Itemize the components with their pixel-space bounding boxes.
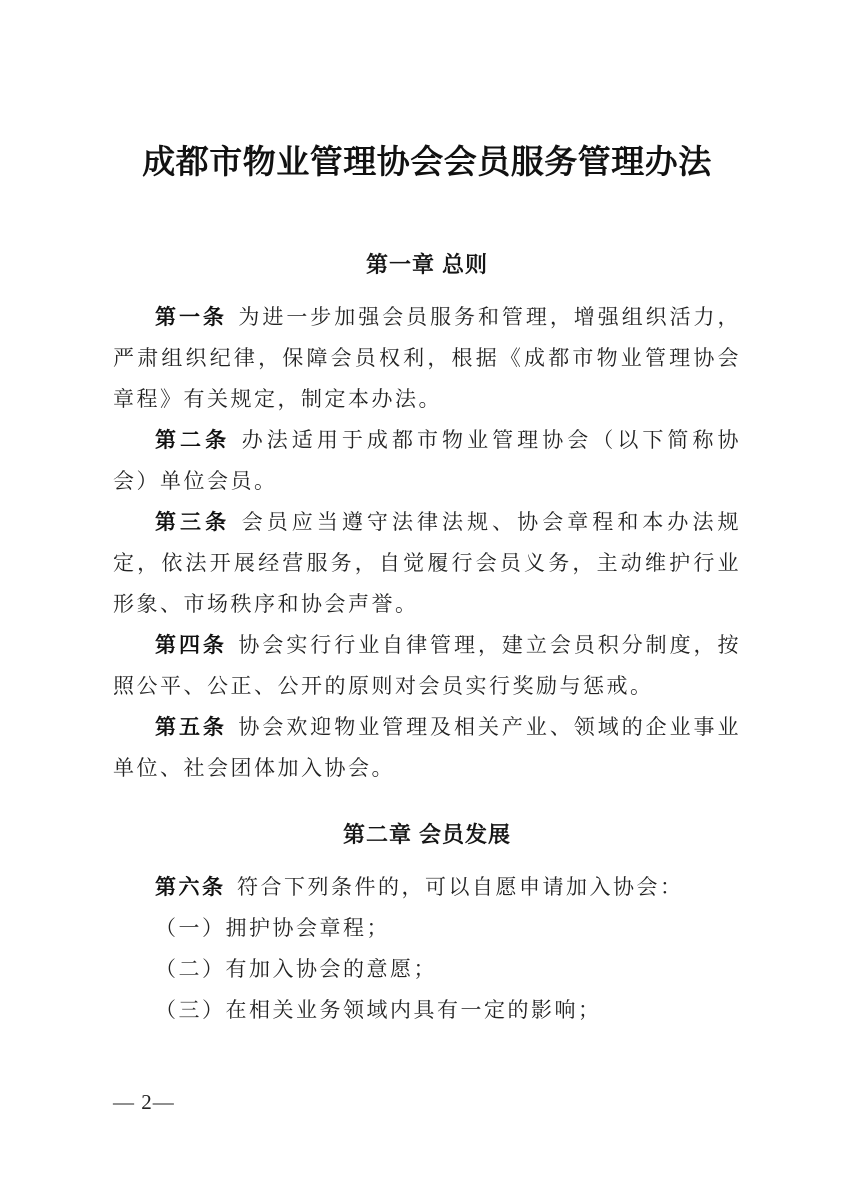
article-paragraph: 第二条 办法适用于成都市物业管理协会（以下简称协会）单位会员。	[113, 428, 742, 493]
page-number: — 2—	[113, 1090, 175, 1114]
article-label: 第六条	[155, 875, 226, 899]
list-item: （二）有加入协会的意愿；	[155, 957, 437, 981]
article-paragraph: 第五条 协会欢迎物业管理及相关产业、领域的企业事业单位、社会团体加入协会。	[113, 715, 742, 780]
chapter-heading: 第一章 总则	[365, 252, 489, 277]
document-title: 成都市物业管理协会会员服务管理办法	[142, 145, 712, 181]
article-label: 第四条	[155, 633, 227, 657]
document-content	[113, 0, 741, 1031]
article-label: 第三条	[155, 510, 231, 534]
document-body	[113, 250, 741, 1031]
list-item: （一）拥护协会章程；	[155, 916, 390, 940]
article-paragraph: 第三条 会员应当遵守法律法规、协会章程和本办法规定，依法开展经营服务，自觉履行会员义务，主动维护行业形象、市场秩序和协会声誉。	[113, 510, 742, 616]
article-paragraph: 第六条 符合下列条件的，可以自愿申请加入协会：	[155, 875, 684, 899]
article-label: 第一条	[155, 305, 227, 329]
chapter-heading: 第二章 会员发展	[342, 822, 512, 847]
article-label: 第二条	[155, 428, 231, 452]
article-paragraph: 第四条 协会实行行业自律管理，建立会员积分制度，按照公平、公正、公开的原则对会员实行奖励与惩戒。	[113, 633, 742, 698]
list-item: （三）在相关业务领域内具有一定的影响；	[155, 998, 602, 1022]
article-label: 第五条	[155, 715, 227, 739]
article-paragraph: 第一条 为进一步加强会员服务和管理，增强组织活力，严肃组织纪律，保障会员权利，根据《成都市物业管理协会章程》有关规定，制定本办法。	[113, 305, 742, 411]
